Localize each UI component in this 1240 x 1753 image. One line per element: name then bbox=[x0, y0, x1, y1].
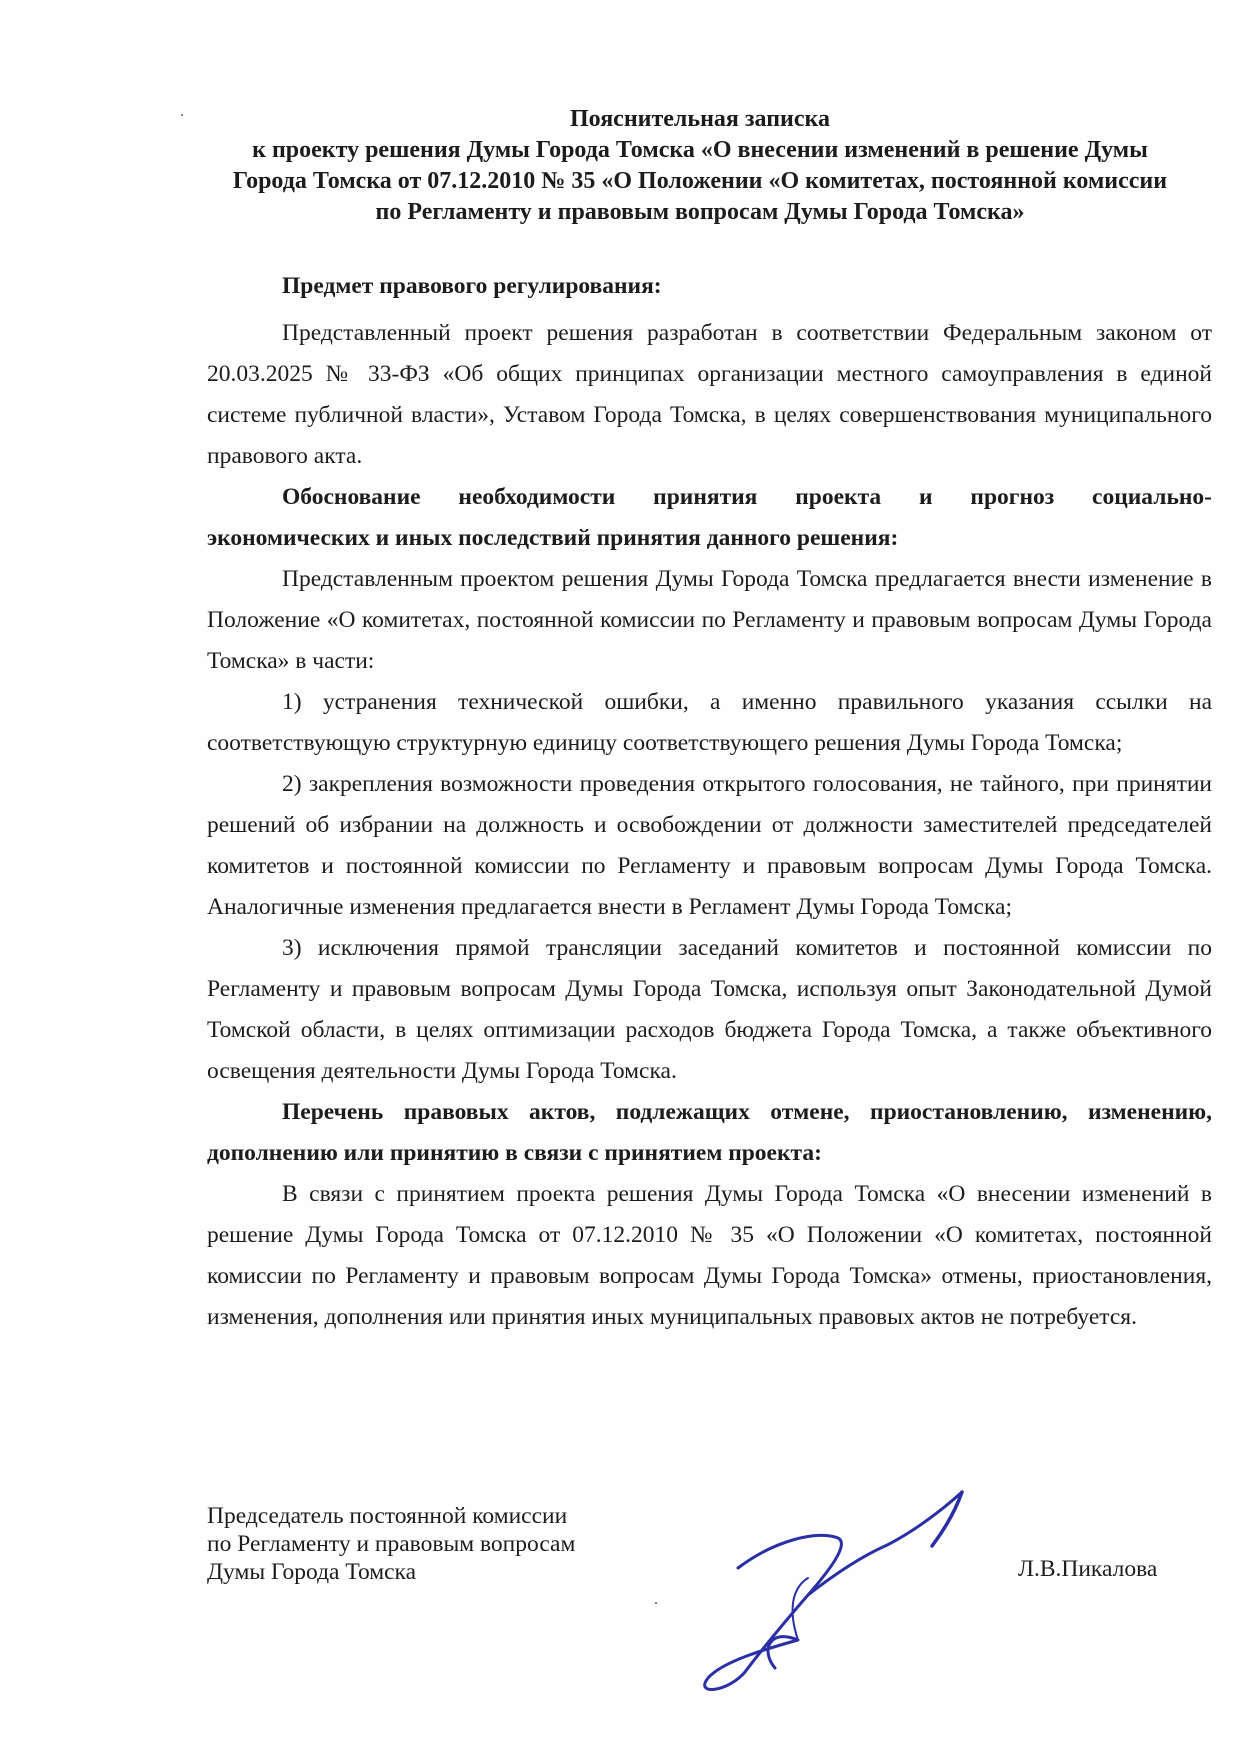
signatory-position-line-1: Председатель постоянной комиссии bbox=[207, 1503, 568, 1529]
signatory-name: Л.В.Пикалова bbox=[1018, 1556, 1158, 1582]
section1-text: Представленный проект решения разработан в соответствии Федеральным законом от 20.03.2025 № 33-ФЗ «Об общих принципах организации местного самоуправления в единой системе публичной власти», Уставом Города Томска, в целях совершенствования муниципального правового акта. bbox=[207, 320, 1212, 469]
title-line-2: к проекту решения Думы Города Томска «О внесении изменений в решение Думы bbox=[252, 137, 1148, 163]
section1-heading: Предмет правового регулирования: bbox=[282, 273, 662, 299]
title-line-4: по Регламенту и правовым вопросам Думы Города Томска» bbox=[375, 199, 1025, 225]
section3-text: В связи с принятием проекта решения Думы Города Томска «О внесении изменений в решение Думы Города Томска от 07.12.2010 № 35 «О Положении «О комитетах, постоянной комиссии по Регламенту и правовым вопросам Думы Города Томска» отмены, приостановления, изменения, дополнения или принятия иных муниципальных правовых актов не потребуется. bbox=[207, 1181, 1212, 1330]
signatory-position-line-2: по Регламенту и правовым вопросам bbox=[207, 1531, 576, 1557]
signatory-position-line-3: Думы Города Томска bbox=[207, 1559, 417, 1585]
section2-item-3: 3) исключения прямой трансляции заседаний комитетов и постоянной комиссии по Регламенту и правовым вопросам Думы Города Томска, используя опыт Законодательной Думой Томской области, в целях оптимизации расходов бюджета Города Томска, а также объективного освещения деятельности Думы Города Томска. bbox=[207, 935, 1212, 1084]
scan-speck bbox=[655, 1602, 657, 1604]
section2-item-1: 1) устранения технической ошибки, а именно правильного указания ссылки на соответствующую структурную единицу соответствующего решения Думы Города Томска; bbox=[207, 689, 1212, 756]
document-body bbox=[207, 266, 1212, 1338]
handwritten-signature bbox=[700, 1460, 1010, 1700]
section3-heading-line1: Перечень правовых актов, подлежащих отмене, приостановлению, изменению, bbox=[282, 1099, 1212, 1125]
section2-heading-line2: экономических и иных последствий принятия данного решения: bbox=[207, 525, 899, 551]
signatory-position bbox=[207, 1502, 575, 1586]
title-line-3: Города Томска от 07.12.2010 № 35 «О Положении «О комитетах, постоянной комиссии bbox=[232, 168, 1168, 194]
document-title bbox=[180, 104, 1220, 228]
section2-intro: Представленным проектом решения Думы Города Томска предлагается внести изменение в Положение «О комитетах, постоянной комиссии по Регламенту и правовым вопросам Думы Города Томска» в части: bbox=[207, 566, 1212, 674]
title-line-1: Пояснительная записка bbox=[569, 106, 830, 132]
section2-item-2: 2) закрепления возможности проведения открытого голосования, не тайного, при принятии решений об избрании на должность и освобождении от должности заместителей председателей комитетов и постоянной комиссии по Регламенту и правовым вопросам Думы Города Томска. Аналогичные изменения предлагается внести в Регламент Думы Города Томска; bbox=[207, 771, 1212, 920]
section2-heading-line1: Обоснование необходимости принятия проекта и прогноз социально- bbox=[282, 484, 1212, 510]
section3-heading-line2: дополнению или принятию в связи с принятием проекта: bbox=[207, 1140, 822, 1166]
